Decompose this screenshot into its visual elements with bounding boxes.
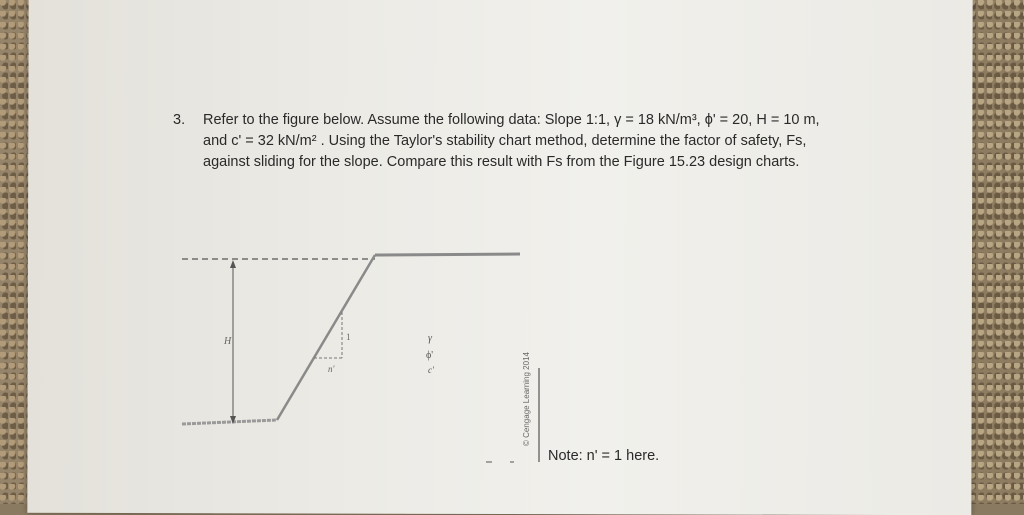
slope-run-label: n' — [328, 364, 335, 374]
slope-figure — [180, 240, 540, 470]
gamma-label: γ — [428, 333, 432, 344]
question-line-2: and c' = 32 kN/m² . Using the Taylor's stability chart method, determine the factor of safety, Fs, — [203, 133, 807, 149]
slope-face — [277, 255, 375, 420]
note-text: Note: n' = 1 here. — [548, 448, 660, 464]
height-label: H — [224, 336, 232, 347]
copyright-credit: © Cengage Learning 2014 — [522, 352, 531, 446]
question-line-3: against sliding for the slope. Compare this result with Fs from the Figure 15.23 design charts. — [203, 154, 800, 170]
cohesion-label: c' — [428, 365, 434, 375]
question-line-1: Refer to the figure below. Assume the following data: Slope 1:1, γ = 18 kN/m³, ϕ' = 20, H = 10 m, — [203, 112, 820, 128]
bottom-ground-surface — [182, 420, 277, 424]
top-ground-surface — [375, 254, 520, 255]
question-number: 3. — [173, 112, 186, 128]
phi-label: ϕ' — [426, 350, 434, 361]
height-arrow-top — [230, 260, 236, 268]
slope-rise-label: 1 — [346, 332, 351, 342]
